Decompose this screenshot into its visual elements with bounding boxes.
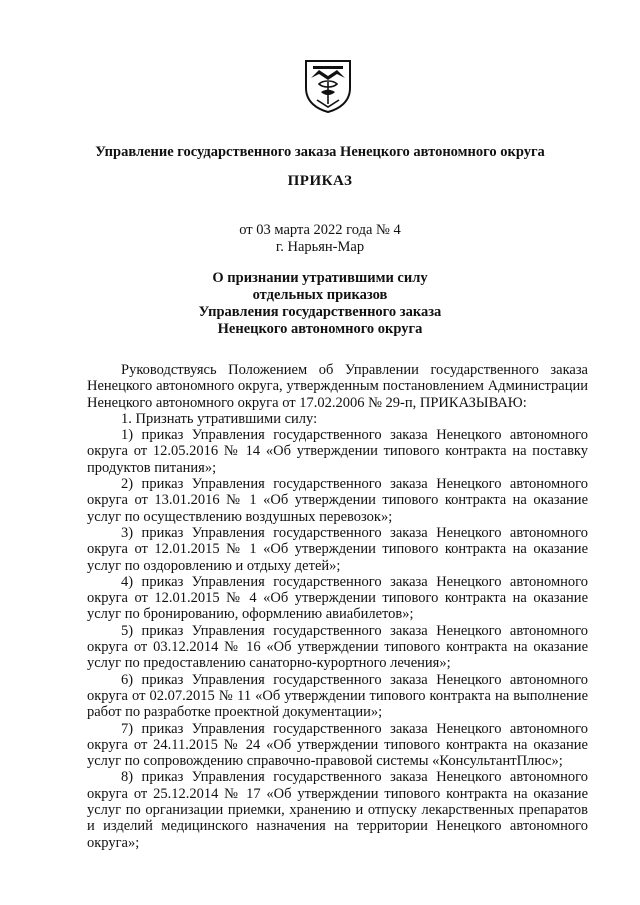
organization-name: Управление государственного заказа Ненецкого автономного округа — [95, 144, 545, 160]
list-item: 5) приказ Управления государственного заказа Ненецкого автономного округа от 03.12.2014 № 16 «Об утверждении типового контракта на оказание услуг по предоставлению санаторно-курортного лечения»; — [87, 622, 588, 672]
title-line: Управления государственного заказа — [198, 304, 442, 320]
title-line: отдельных приказов — [252, 287, 388, 303]
place-line: г. Нарьян-Мар — [275, 239, 365, 255]
list-item: 3) приказ Управления государственного заказа Ненецкого автономного округа от 12.01.2015 № 1 «Об утверждении типового контракта на оказание услуг по оздоровлению и отдыху детей»; — [87, 524, 588, 574]
title-line: Ненецкого автономного округа — [217, 321, 423, 337]
list-item: 7) приказ Управления государственного заказа Ненецкого автономного округа от 24.11.2015 № 24 «Об утверждении типового контракта на оказание услуг по сопровождению справочно-правовой системы «КонсультантПлюс»; — [87, 720, 588, 770]
list-item: 2) приказ Управления государственного заказа Ненецкого автономного округа от 13.01.2016 № 1 «Об утверждении типового контракта на оказание услуг по осуществлению воздушных перевозок»; — [87, 476, 588, 525]
list-item: 4) приказ Управления государственного заказа Ненецкого автономного округа от 12.01.2015 № 4 «Об утверждении типового контракта на оказание услуг по бронированию, оформлению авиабилетов»; — [87, 573, 588, 623]
preamble-paragraph: Руководствуясь Положением об Управлении государственного заказа Ненецкого автономного округа, утвержденным постановлением Администрации Ненецкого автономного округа от 17.02.2006 № 29-п, ПРИКАЗЫВАЮ: — [87, 362, 588, 411]
date-line: от 03 марта 2022 года № 4 — [239, 222, 401, 238]
point-1-paragraph: 1. Признать утратившими силу: — [121, 410, 318, 427]
list-item: 8) приказ Управления государственного заказа Ненецкого автономного округа от 25.12.2014 № 17 «Об утверждении типового контракта на оказание услуг по организации приемки, хранению и отпуску лекарственных препаратов и изделий медицинского назначения на территории Ненецкого автономного округа»; — [87, 769, 588, 851]
title-line: О признании утратившими силу — [212, 270, 428, 286]
list-item: 1) приказ Управления государственного заказа Ненецкого автономного округа от 12.05.2016 № 14 «Об утверждении типового контракта на поставку продуктов питания»; — [87, 427, 588, 476]
date-block — [0, 222, 640, 256]
document-body — [87, 362, 588, 851]
coat-of-arms-emblem — [303, 58, 353, 114]
document-title — [0, 270, 640, 338]
list-item: 6) приказ Управления государственного заказа Ненецкого автономного округа от 02.07.2015 № 11 «Об утверждении типового контракта на выполнение работ по разработке проектной документации»; — [87, 671, 588, 721]
document-type: ПРИКАЗ — [287, 173, 353, 189]
